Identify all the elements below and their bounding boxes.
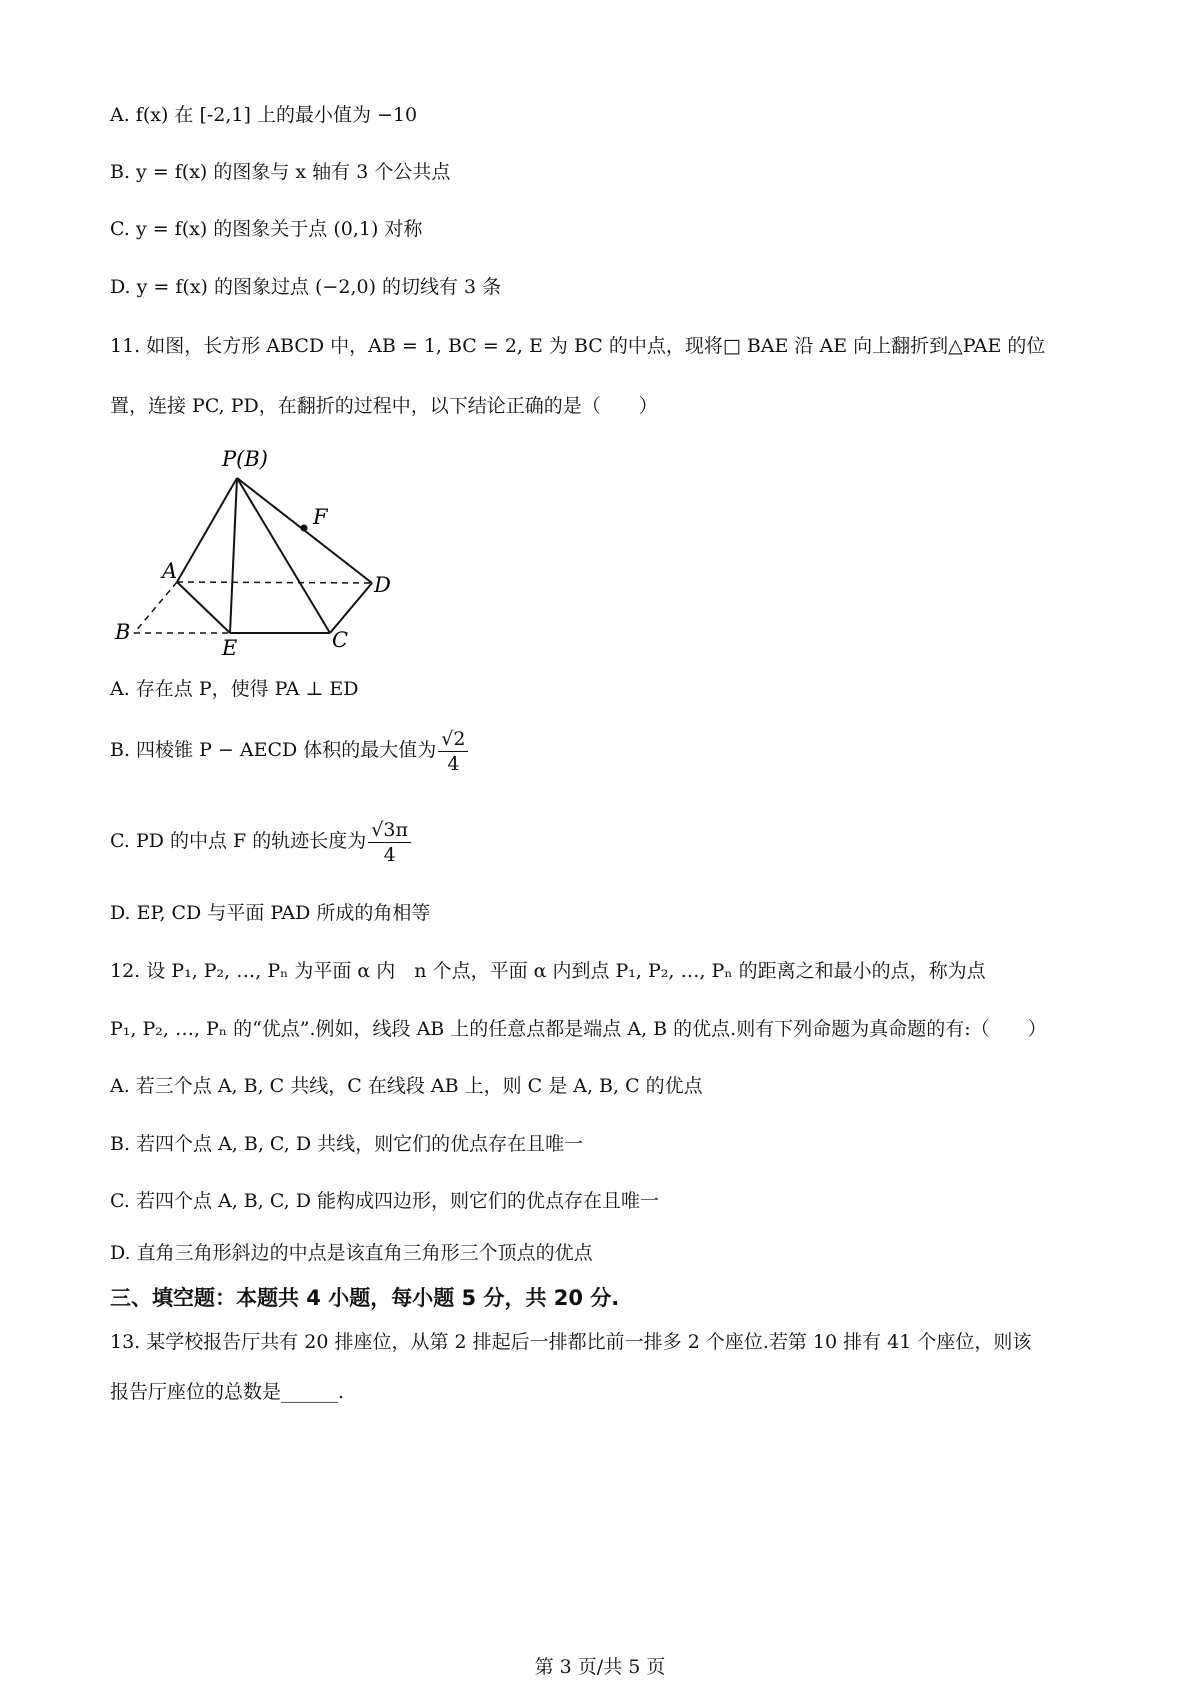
label-b: B bbox=[115, 620, 131, 644]
q12-option-d: D. 直角三角形斜边的中点是该直角三角形三个顶点的优点 bbox=[110, 1242, 593, 1264]
label-a: A bbox=[162, 559, 178, 583]
fraction-numerator: √2 bbox=[438, 727, 468, 752]
q12-option-a: A. 若三个点 A, B, C 共线，C 在线段 AB 上，则 C 是 A, B, C 的优点 bbox=[110, 1075, 703, 1097]
q11-stem-line2: 置，连接 PC, PD，在翻折的过程中，以下结论正确的是（ ） bbox=[110, 395, 658, 417]
q11-option-b-text: B. 四棱锥 P − AECD 体积的最大值为 bbox=[110, 739, 437, 761]
fraction-sqrt3pi-over-4 bbox=[368, 818, 411, 867]
q10-option-d: D. y = f(x) 的图象过点 (−2,0) 的切线有 3 条 bbox=[110, 276, 502, 298]
label-d: D bbox=[374, 573, 391, 597]
fraction-denominator: 4 bbox=[447, 752, 460, 775]
q10-option-c: C. y = f(x) 的图象关于点 (0,1) 对称 bbox=[110, 218, 423, 240]
q11-option-c bbox=[110, 811, 1120, 877]
label-f: F bbox=[313, 505, 328, 529]
fraction-sqrt2-over-4 bbox=[438, 727, 468, 776]
q11-stem-line1: 11. 如图，长方形 ABCD 中，AB = 1, BC = 2, E 为 BC 的中点，现将□ BAE 沿 AE 向上翻折到△PAE 的位 bbox=[110, 335, 1046, 357]
q11-option-a: A. 存在点 P，使得 PA ⊥ ED bbox=[110, 678, 359, 700]
label-c: C bbox=[332, 628, 349, 652]
label-e: E bbox=[222, 636, 238, 660]
q12-stem-line2: P₁, P₂, …, Pₙ 的“优点”.例如，线段 AB 上的任意点都是端点 A, B 的优点.则有下列命题为真命题的有:（ ） bbox=[110, 1018, 1047, 1040]
q10-option-b: B. y = f(x) 的图象与 x 轴有 3 个公共点 bbox=[110, 161, 451, 183]
point-f-marker bbox=[301, 525, 308, 532]
q13-line2: 报告厅座位的总数是______. bbox=[110, 1381, 345, 1403]
q12-stem-line1: 12. 设 P₁, P₂, …, Pₙ 为平面 α 内 n 个点，平面 α 内到点 P₁, P₂, …, Pₙ 的距离之和最小的点，称为点 bbox=[110, 960, 986, 982]
fraction-numerator: √3π bbox=[368, 818, 411, 843]
q12-option-c: C. 若四个点 A, B, C, D 能构成四边形，则它们的优点存在且唯一 bbox=[110, 1190, 660, 1212]
section-3-heading: 三、填空题：本题共 4 小题，每小题 5 分，共 20 分. bbox=[110, 1286, 620, 1310]
q12-option-b: B. 若四个点 A, B, C, D 共线，则它们的优点存在且唯一 bbox=[110, 1133, 584, 1155]
q11-option-b bbox=[110, 720, 1120, 786]
q10-option-a: A. f(x) 在 [-2,1] 上的最小值为 −10 bbox=[110, 104, 418, 126]
q11-option-d: D. EP, CD 与平面 PAD 所成的角相等 bbox=[110, 902, 431, 924]
label-p: P(B) bbox=[222, 447, 268, 471]
page-footer: 第 3 页/共 5 页 bbox=[534, 1656, 666, 1678]
q11-option-c-text: C. PD 的中点 F 的轨迹长度为 bbox=[110, 830, 367, 852]
q13-line1: 13. 某学校报告厅共有 20 排座位，从第 2 排起后一排都比前一排多 2 个座位.若第 10 排有 41 个座位，则该 bbox=[110, 1331, 1032, 1353]
q11-pyramid-figure bbox=[110, 440, 430, 670]
fraction-denominator: 4 bbox=[383, 843, 396, 866]
